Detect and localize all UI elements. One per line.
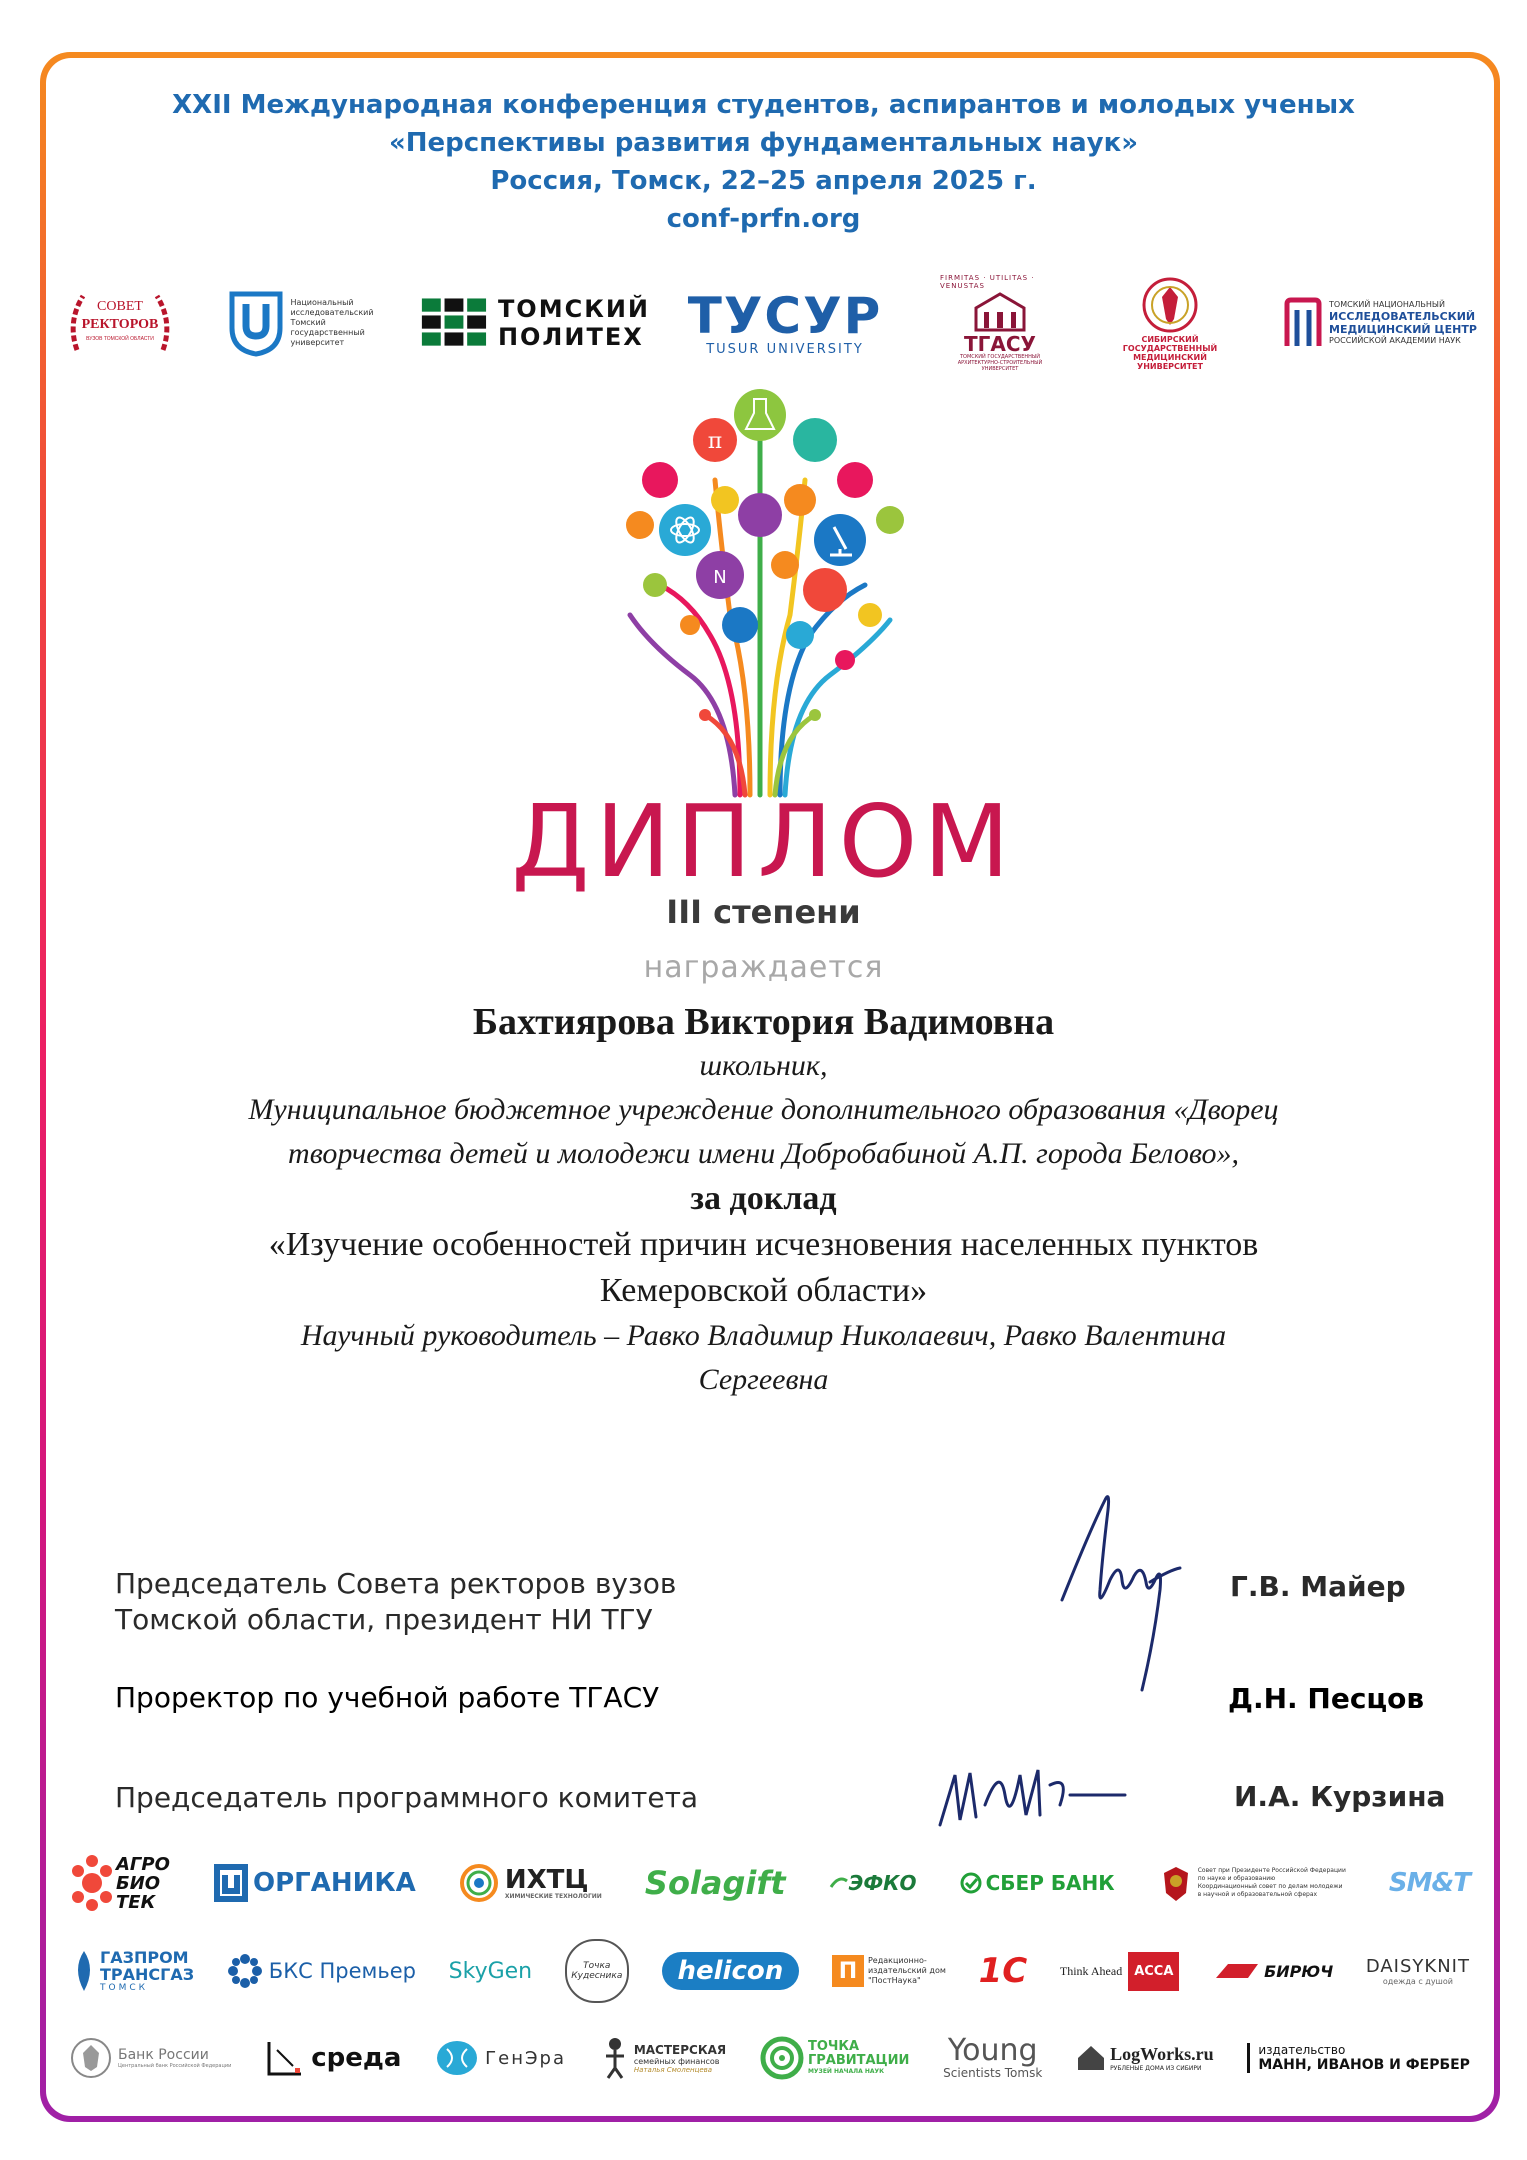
gazprom-main: ГАЗПРОМ [100, 1948, 189, 1967]
logworks-logo [1076, 2044, 1214, 2072]
tochka-line2: Кудесника [571, 1971, 623, 1981]
bank-russia-main: Банк России [118, 2047, 209, 2063]
tgasu-logo [940, 274, 1060, 372]
tgu-line: государственный [290, 328, 365, 337]
recipient-org-line2: творчества детей и молодежи имени Добробабиной А.П. города Белово», [288, 1137, 1239, 1170]
signatory-2-title: Проректор по учебной работе ТГАСУ [115, 1681, 660, 1714]
sibgmu-line1: СИБИРСКИЙ ГОСУДАРСТВЕННЫЙ [1122, 335, 1218, 353]
acca-logo [1060, 1952, 1180, 1991]
gazprom-logo [70, 1949, 194, 1993]
tnimc-logo [1280, 296, 1480, 350]
sber-logo [960, 1871, 1115, 1895]
sponsors-row-3 [70, 2025, 1470, 2091]
tgasu-motto: FIRMITAS · UTILITAS · VENUSTAS [940, 274, 1035, 290]
diploma-degree: III степени [666, 893, 861, 931]
masterskaya-main: МАСТЕРСКАЯ [633, 2042, 727, 2057]
young-main: Young [947, 2033, 1038, 2068]
sponsors-row-2 [70, 1935, 1470, 2007]
masterskaya-logo [600, 2036, 726, 2080]
ihtc-logo [459, 1863, 602, 1903]
daisyknit-logo [1366, 1956, 1470, 1986]
skygen-logo [449, 1959, 532, 1984]
tomsk-politech-logo [420, 295, 650, 351]
1c-logo [979, 1951, 1028, 1991]
tnimc-line2: ИССЛЕДОВАТЕЛЬСКИЙ [1329, 310, 1476, 323]
logworks-sub: РУБЛЕНЫЕ ДОМА ИЗ СИБИРИ [1110, 2065, 1202, 2072]
council-line3: Координационный совет по делам молодежи [1197, 1883, 1343, 1890]
gazprom-city: ТОМСК [100, 1983, 149, 1993]
genera-logo [435, 2039, 566, 2077]
sovet-main-text: РЕКТОРОВ [81, 317, 159, 332]
tochka-line1: Точка [583, 1961, 611, 1971]
sreda-logo [265, 2038, 401, 2078]
signatory-3-name: И.А. Курзина [1234, 1780, 1446, 1813]
conference-theme: «Перспективы развития фундаментальных наук» [388, 128, 1139, 158]
conference-title: XXII Международная конференция студентов, аспирантов и молодых ученых [172, 90, 1355, 120]
genera-text: ГенЭра [485, 2047, 567, 2069]
bank-russia-sub: Центральный банк Российской Федерации [118, 2063, 232, 2069]
signatory-3-title: Председатель программного комитета [115, 1781, 699, 1814]
1c-text: 1С [978, 1951, 1028, 1991]
young-sub: Scientists Tomsk [943, 2066, 1043, 2080]
tpu-line2: ПОЛИТЕХ [497, 323, 644, 351]
masterskaya-sub: семейных финансов [633, 2056, 720, 2066]
tochka-kudesnika-logo [565, 1939, 629, 2003]
daisyknit-sub: одежда с душой [1382, 1977, 1453, 1986]
report-topic-line2: Кемеровской области» [599, 1272, 928, 1309]
signature-kurzina [930, 1745, 1130, 1845]
biryuch-logo [1212, 1960, 1333, 1982]
report-topic-line1: «Изучение особенностей причин исчезновения населенных пунктов [268, 1226, 1259, 1263]
recipient-status: школьник, [699, 1049, 828, 1082]
gazprom-sub: ТРАНСГАЗ [100, 1965, 195, 1984]
logworks-main: LogWorks.ru [1110, 2044, 1214, 2064]
conference-place-date: Россия, Томск, 22–25 апреля 2025 г. [490, 166, 1037, 196]
diploma-body [120, 1000, 1407, 1402]
president-council-logo [1158, 1863, 1346, 1903]
science-tree-emblem [590, 385, 930, 800]
awarded-label: награждается [643, 950, 884, 985]
agro-line3: ТЕК [116, 1891, 156, 1913]
tgu-logo [220, 288, 380, 358]
bks-logo [227, 1953, 416, 1989]
council-line2: по науке и образованию [1197, 1875, 1276, 1882]
signatory-1-title-line1: Председатель Совета ректоров вузов [115, 1567, 677, 1600]
tgu-line: Томский [290, 318, 326, 327]
signatory-1-title [115, 1566, 676, 1638]
agrobiotek-logo [70, 1853, 170, 1913]
sreda-text: среда [311, 2043, 402, 2073]
helicon-logo [662, 1952, 800, 1990]
conference-site: conf-prfn.org [666, 204, 861, 234]
young-scientists-logo [943, 2033, 1043, 2080]
smt-logo: SM&T [1388, 1868, 1470, 1898]
signatory-1-name: Г.В. Майер [1230, 1570, 1406, 1603]
sovet-top-text: СОВЕТ [97, 299, 143, 314]
tgu-line: исследовательский [290, 308, 374, 317]
advisor-line1: Научный руководитель – Равко Владимир Николаевич, Равко Валентина [300, 1319, 1227, 1352]
tnimc-line4: РОССИЙСКОЙ АКАДЕМИИ НАУК [1329, 336, 1461, 345]
sibgmu-logo [1100, 275, 1240, 371]
daisyknit-main: DAISYKNIT [1365, 1956, 1470, 1977]
tnimc-line1: ТОМСКИЙ НАЦИОНАЛЬНЫЙ [1329, 300, 1445, 309]
tgu-line: Национальный [290, 298, 354, 307]
mif-main: МАНН, ИВАНОВ И ФЕРБЕР [1258, 2057, 1470, 2073]
recipient-org-line1: Муниципальное бюджетное учреждение дополнительного образования «Дворец [248, 1093, 1279, 1126]
mif-top: издательство [1258, 2043, 1346, 2057]
tochka-grav-line1: ТОЧКА [807, 2039, 860, 2054]
acca-text: ACCA [1128, 1952, 1179, 1991]
recipient-name: Бахтиярова Виктория Вадимовна [472, 1001, 1055, 1043]
bks-text: БКС Премьер [268, 1959, 416, 1983]
pi-symbol: π [707, 429, 723, 454]
organika-text: ОРГАНИКА [252, 1868, 416, 1898]
tochka-grav-line2: ГРАВИТАЦИИ [807, 2053, 910, 2068]
tochka-grav-sub: МУЗЕЙ НАЧАЛА НАУК [807, 2068, 885, 2075]
postnauka-logo: П Редакционно- издательский дом "ПостНаука" [832, 1955, 946, 1987]
skygen-text: SkyGen [448, 1958, 533, 1984]
agro-line2: БИО [116, 1872, 161, 1894]
ihtc-sub: ХИМИЧЕСКИЕ ТЕХНОЛОГИИ [504, 1892, 602, 1900]
conference-header [0, 86, 1527, 238]
signatory-2-name: Д.Н. Песцов [1228, 1682, 1425, 1715]
agro-line1: АГРО [116, 1853, 170, 1875]
ihtc-main: ИХТЦ [504, 1864, 589, 1895]
biryuch-text: БИРЮЧ [1264, 1961, 1334, 1981]
helicon-text: helicon [662, 1952, 800, 1990]
solagift-logo: Solagift [644, 1864, 786, 1902]
for-report-label: за доклад [690, 1180, 837, 1217]
postnauka-line3: "ПостНаука" [867, 1976, 921, 1985]
tgasu-main: ТГАСУ [964, 332, 1036, 356]
tochka-gravitatsii-logo [760, 2036, 909, 2080]
masterskaya-sign: Наталья Смоленцева [633, 2065, 713, 2074]
tusur-logo [680, 286, 890, 357]
sovet-sub-text: ВУЗОВ ТОМСКОЙ ОБЛАСТИ [86, 336, 154, 342]
tusur-sub: TUSUR UNIVERSITY [706, 341, 864, 357]
tgu-line: университет [290, 338, 345, 347]
sibgmu-line2: МЕДИЦИНСКИЙ УНИВЕРСИТЕТ [1133, 353, 1207, 371]
sponsors-row-1 [70, 1848, 1470, 1918]
efko-logo [829, 1871, 917, 1895]
postnauka-line2: издательский дом [867, 1966, 946, 1975]
sovet-rektorov-logo [60, 286, 180, 360]
efko-text: ЭФКО [848, 1871, 917, 1895]
council-line4: в научной и образовательной сферах [1197, 1891, 1318, 1898]
mif-logo [1247, 2043, 1470, 2073]
bank-russia-logo [70, 2037, 231, 2079]
signatory-1-title-line2: Томской области, президент НИ ТГУ [115, 1603, 653, 1636]
postnauka-line1: Редакционно- [867, 1956, 927, 1965]
signature-mayer [1050, 1470, 1200, 1700]
tusur-main: ТУСУР [687, 286, 883, 345]
acca-think-ahead: Think Ahead [1059, 1963, 1123, 1978]
council-line1: Совет при Президенте Российской Федерации [1197, 1867, 1346, 1874]
graph-symbol: N [713, 567, 727, 588]
sber-text: СБЕР БАНК [985, 1871, 1115, 1895]
organizers-logos [60, 268, 1480, 378]
diploma-title: ДИПЛОМ [511, 783, 1016, 900]
tnimc-line3: МЕДИЦИНСКИЙ ЦЕНТР [1329, 323, 1477, 336]
organika-logo [213, 1863, 416, 1903]
tgasu-sub: ТОМСКИЙ ГОСУДАРСТВЕННЫЙ АРХИТЕКТУРНО-СТРОИТЕЛЬНЫЙ УНИВЕРСИТЕТ [957, 354, 1043, 372]
tpu-line1: ТОМСКИЙ [497, 295, 650, 323]
advisor-line2: Сергеевна [698, 1363, 829, 1396]
